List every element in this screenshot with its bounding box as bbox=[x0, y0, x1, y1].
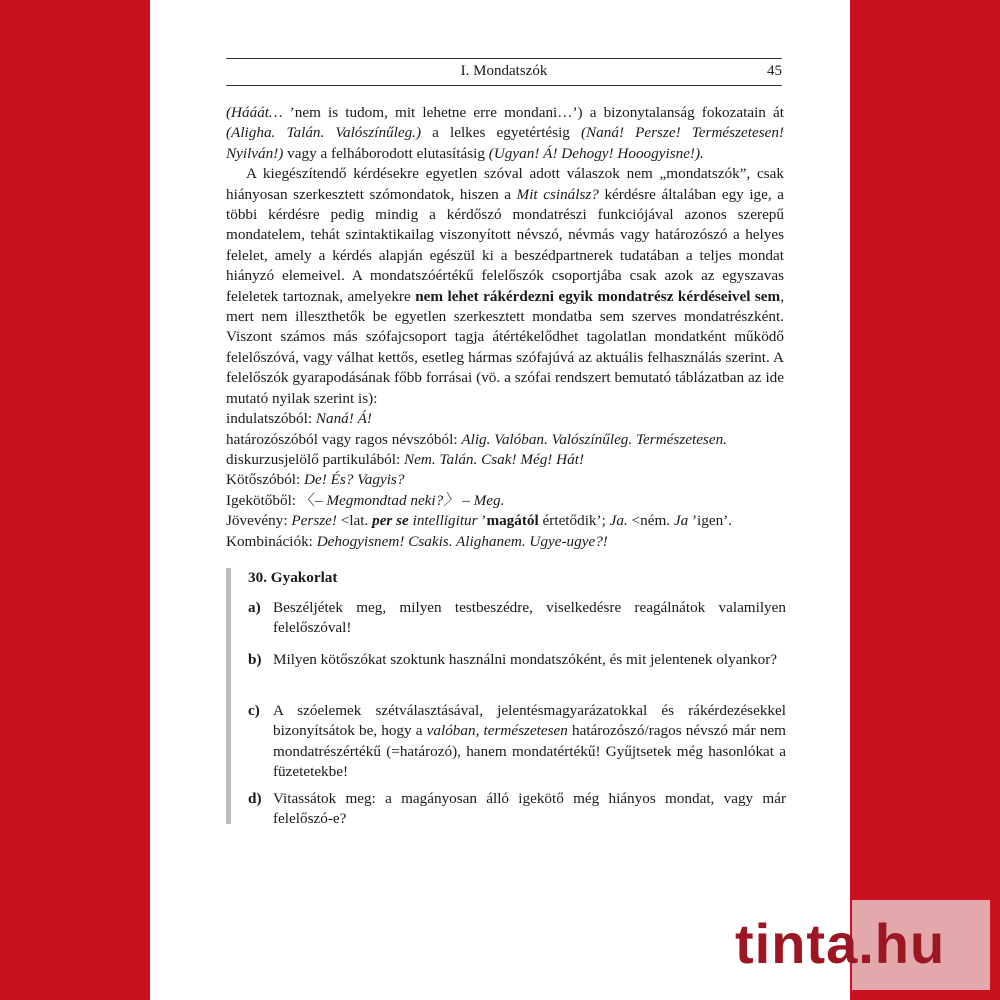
item-text bbox=[273, 701, 786, 783]
text-span: , mert nem illeszthetők be egyetlen szerkesztett mondatba sem szerves mondatrészként. Viszont számos más szófajcsoport tagja átértékelődhet tagolatlan mondatként működő felelőszóvá, vagy válhat kettős, esetleg hármas szófajúvá az aktuális felhasználás szerint. A felelőszók gyarapodásának főbb forrásai (vö. a szófai rendszert bemutató táblázatban az ide mutató nyilak szerint is): bbox=[226, 287, 784, 407]
exercise-item-b bbox=[248, 650, 786, 670]
text-span: kérdésre általában egy ige, a többi kérdésre pedig mindig a kérdőszó mondatrészi funkciójával azonos szerepű mondatelem, tehát szintaktikailag viszonyított névszó, névmás vagy határozószó a helyes felelet, amely a kérdés alapján egészül ki a beszédpartnerek tudatában a teljes mondat hiányzó elemeivel. A mondatszóértékű felelőszók csoportjába csak azok az egyszavas feleletek tartoznak, amelyekre bbox=[226, 185, 784, 305]
book-page bbox=[150, 0, 850, 1000]
item-label: c) bbox=[248, 702, 260, 719]
source-line bbox=[226, 470, 784, 490]
source-label: diskurzusjelölő partikulából: bbox=[226, 450, 405, 468]
chapter-title: I. Mondatszók bbox=[460, 63, 548, 79]
text-span: ’nem is tudom, mit lehetne erre mondani…’) a bizonytalanság fokozatain át bbox=[289, 104, 784, 121]
text-span: (Aligha. Talán. Valószínűleg.) bbox=[226, 124, 422, 142]
source-example: – Megmondtad neki?〉 – Meg. bbox=[315, 491, 505, 509]
item-text: Vitassátok meg: a magányosan álló igekötő még hiányos mondat, vagy már felelőszó-e? bbox=[273, 790, 786, 828]
item-label: b) bbox=[248, 651, 262, 668]
source-label: indulatszóból: bbox=[226, 410, 316, 428]
text-span: Ja. bbox=[609, 512, 628, 530]
text-span: (Hááát… bbox=[226, 104, 290, 121]
text-span: <ném. bbox=[627, 512, 674, 530]
source-label: Kombinációk: bbox=[226, 532, 317, 550]
text-span: ’ bbox=[477, 512, 487, 530]
item-text: Milyen kötőszókat szoktunk használni mondatszóként, és mit jelentenek olyankor? bbox=[273, 651, 778, 668]
text-span: értetődik’; bbox=[538, 512, 610, 530]
paragraph-1 bbox=[226, 103, 784, 164]
paragraph-2 bbox=[226, 164, 784, 409]
source-label: Kötőszóból: bbox=[226, 471, 305, 489]
text-span: per se bbox=[372, 512, 409, 530]
source-example: Alig. Valóban. Valószínűleg. Természetesen. bbox=[461, 430, 727, 448]
source-example: De! És? Vagyis? bbox=[304, 471, 405, 489]
item-label: d) bbox=[248, 790, 262, 807]
text-span: Ja bbox=[673, 512, 689, 530]
source-example: Nem. Talán. Csak! Még! Hát! bbox=[404, 450, 585, 468]
source-line bbox=[226, 450, 784, 470]
text-span: <lat. bbox=[336, 512, 373, 530]
text-span: valóban, természetesen bbox=[426, 722, 568, 740]
exercise-box bbox=[226, 568, 789, 828]
source-line-jovevenye bbox=[226, 511, 784, 531]
item-text: Beszéljétek meg, milyen testbeszédre, viselkedésre reagálnátok valamilyen felelőszóval! bbox=[273, 599, 786, 637]
text-span: Jövevény: bbox=[226, 512, 292, 530]
source-line bbox=[226, 409, 784, 429]
text-span: Persze! bbox=[291, 512, 337, 530]
text-span: (Naná! Persze! Természetesen! Nyilván!) bbox=[226, 124, 784, 162]
text-span: a lelkes egyetértésig bbox=[421, 124, 581, 142]
text-span: magától bbox=[486, 512, 539, 530]
text-span: nem lehet rákérdezni egyik mondatrész kérdéseivel sem bbox=[415, 287, 781, 305]
text-span: vagy a felháborodott elutasításig bbox=[283, 144, 489, 162]
text-span: ’igen’. bbox=[688, 512, 733, 530]
source-example: Naná! Á! bbox=[315, 410, 372, 428]
watermark-logo: tinta.hu bbox=[735, 912, 946, 975]
exercise-item-d bbox=[248, 789, 786, 830]
source-label: határozószóból vagy ragos névszóból: bbox=[226, 430, 462, 448]
text-span: határozószó/ragos névszó már nem mondatrészértékű (=határozó), hanem mondatértékű! Gyűjtsetek még hasonlókat a füzetetekbe! bbox=[273, 722, 786, 781]
source-label: Igekötőből: 〈 bbox=[226, 491, 316, 509]
exercise-item-c bbox=[248, 701, 786, 783]
text-span: A kiegészítendő kérdésekre egyetlen szóval adott válaszok nem „mondatszók”, csak hiányosan szerkesztett szómondatok, hiszen a bbox=[226, 165, 784, 203]
item-label: a) bbox=[248, 599, 261, 616]
source-line bbox=[226, 491, 784, 511]
source-line-kombinaciok bbox=[226, 532, 784, 552]
source-example: Dehogyisnem! Csakis. Alighanem. Ugye-ugye?! bbox=[316, 532, 608, 550]
page-number: 45 bbox=[767, 63, 782, 79]
running-header bbox=[226, 58, 782, 86]
exercise-title: 30. Gyakorlat bbox=[248, 569, 338, 586]
text-span: intelligitur bbox=[408, 512, 478, 530]
text-span: (Ugyan! Á! Dehogy! Hooogyisne!). bbox=[488, 144, 704, 162]
text-span: A szóelemek szétválasztásával, jelentésmagyarázatokkal és rákérdezésekkel bizonyítsátok be, hogy a bbox=[273, 702, 786, 740]
text-span: Mit csinálsz? bbox=[516, 185, 599, 203]
body-text bbox=[226, 103, 784, 552]
source-line bbox=[226, 430, 784, 450]
exercise-item-a bbox=[248, 598, 786, 639]
